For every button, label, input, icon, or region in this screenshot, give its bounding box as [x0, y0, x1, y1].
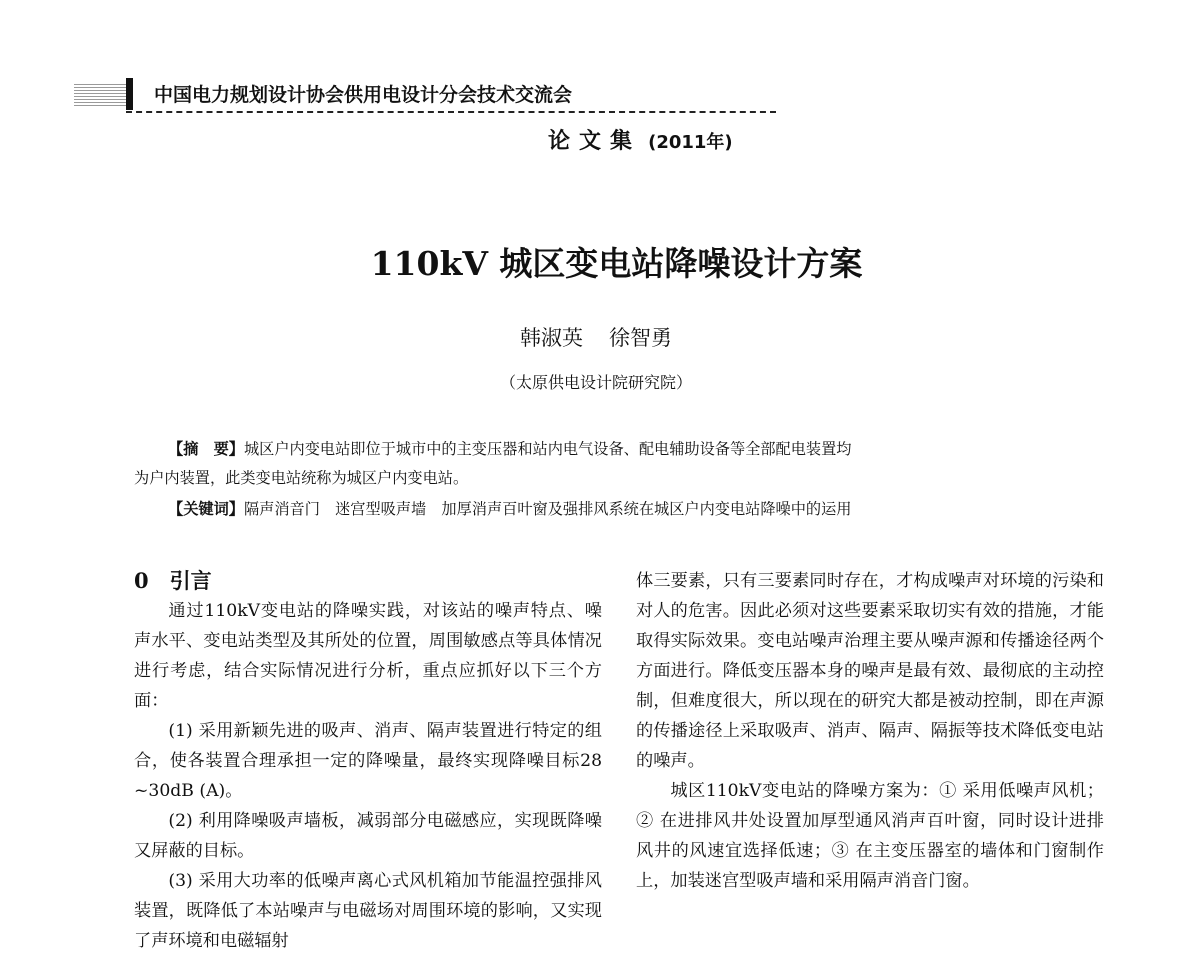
- abstract-text: 城区户内变电站即位于城市中的主变压器和站内电气设备、配电辅助设备等全部配电装置均: [243, 440, 852, 458]
- abstract-line: [134, 467, 468, 488]
- section-heading: 0 引言: [134, 568, 212, 593]
- body-paragraph: 体三要素，只有三要素同时存在，才构成噪声对环境的污染和对人的危害。因此必须对这些要素采取切实有效的措施，才能取得实际效果。变电站噪声治理主要从噪声源和传播途径两个方面进行。降低变压器本身的噪声是最有效、最彻底的主动控制，但难度很大，所以现在的研究大都是被动控制，即在声源的传播途径上采取吸声、消声、隔声、隔振等技术降低变电站的噪声。: [636, 571, 1104, 771]
- collection-year: (2011年): [648, 132, 733, 153]
- authors: [520, 322, 672, 352]
- header-title: 中国电力规划设计协会供用电设计分会技术交流会: [154, 84, 573, 106]
- author-name: 韩淑英: [520, 326, 583, 350]
- body-paragraph: (3) 采用大功率的低噪声离心式风机箱加节能温控强排风装置，既降低了本站噪声与电磁场对周围环境的影响，又实现了声环境和电磁辐射: [134, 871, 602, 951]
- abstract-text: 为户内装置，此类变电站统称为城区户内变电站。: [134, 469, 469, 487]
- body-paragraph: 城区110kV变电站的降噪方案为：① 采用低噪声风机；② 在进排风井处设置加厚型通风消声百叶窗，同时设计进排风井的风速宜选择低速；③ 在主变压器室的墙体和门窗制作上，加装迷宫型吸声墙和采用隔声消音门窗。: [636, 781, 1104, 891]
- body-paragraph: (1) 采用新颖先进的吸声、消声、隔声装置进行特定的组合，使各装置合理承担一定的降噪量，最终实现降噪目标28 ~30dB (A)。: [134, 721, 602, 801]
- keywords-text: 隔声消音门 迷宫型吸声墙 加厚消声百叶窗及强排风系统在城区户内变电站降噪中的运用: [243, 500, 852, 518]
- affiliation: （太原供电设计院研究院）: [500, 373, 693, 392]
- header-subtitle: [548, 124, 733, 155]
- abstract-label: 【摘 要】: [168, 440, 244, 458]
- left-column: [134, 596, 602, 956]
- header-marker-decoration: [74, 82, 132, 106]
- right-column: [636, 566, 1104, 896]
- author-name: 徐智勇: [609, 326, 672, 350]
- body-paragraph: (2) 利用降噪吸声墙板，减弱部分电磁感应，实现既降噪又屏蔽的目标。: [134, 811, 602, 861]
- keywords-label: 【关键词】: [168, 500, 244, 518]
- collection-label: 论文集: [548, 128, 642, 154]
- body-paragraph: 通过110kV变电站的降噪实践，对该站的噪声特点、噪声水平、变电站类型及其所处的位置，周围敏感点等具体情况进行考虑，结合实际情况进行分析，重点应抓好以下三个方面：: [134, 601, 602, 711]
- abstract-line: [168, 438, 851, 459]
- keywords-line: [168, 498, 851, 519]
- paper-title: 110kV 城区变电站降噪设计方案: [370, 244, 863, 283]
- header-bar: [126, 78, 133, 110]
- header-divider: [126, 111, 776, 113]
